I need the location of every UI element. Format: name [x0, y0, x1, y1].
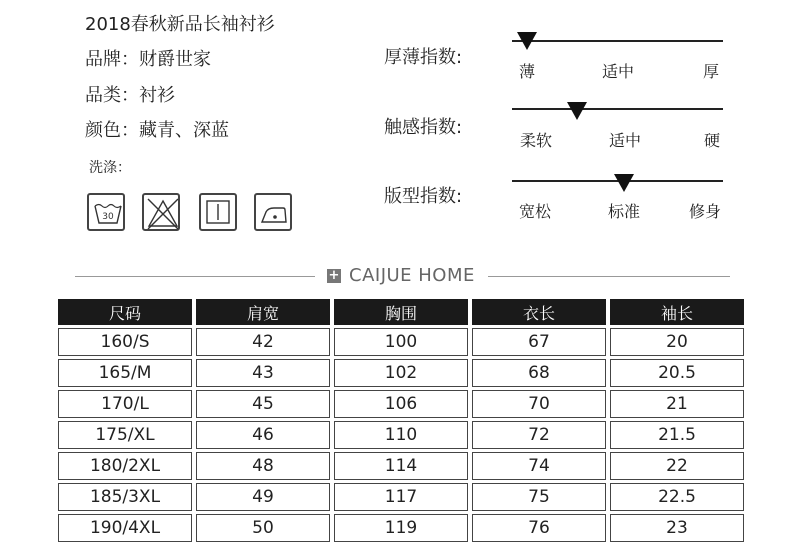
table-cell: 74 [472, 452, 606, 480]
iron-low-icon [254, 193, 292, 231]
table-cell: 50 [196, 514, 330, 542]
table-cell: 45 [196, 390, 330, 418]
table-cell: 20 [610, 328, 744, 356]
wash-temp-text: 30 [102, 212, 114, 222]
header-size: 尺码 [58, 299, 192, 325]
size-table-header [58, 299, 744, 325]
touch-label-medium: 适中 [608, 131, 642, 150]
table-cell: 43 [196, 359, 330, 387]
table-cell: 75 [472, 483, 606, 511]
table-row [58, 328, 744, 356]
table-cell: 117 [334, 483, 468, 511]
touch-marker [567, 102, 587, 120]
table-row [58, 452, 744, 480]
size-table [54, 296, 748, 545]
table-cell: 102 [334, 359, 468, 387]
table-cell: 110 [334, 421, 468, 449]
fit-index-title: 版型指数: [384, 186, 463, 207]
fit-marker [614, 174, 634, 192]
header-shoulder: 肩宽 [196, 299, 330, 325]
table-row [58, 514, 744, 542]
thickness-scale [512, 40, 723, 42]
table-cell: 72 [472, 421, 606, 449]
touch-scale [512, 108, 723, 110]
table-cell: 175/XL [58, 421, 192, 449]
brand-line: 品牌：财爵世家 [85, 49, 211, 70]
table-cell: 114 [334, 452, 468, 480]
table-cell: 21.5 [610, 421, 744, 449]
plus-icon: + [328, 268, 340, 283]
wash-30-icon [87, 193, 125, 231]
thickness-label-thick: 厚 [702, 62, 720, 81]
table-cell: 48 [196, 452, 330, 480]
table-row [58, 359, 744, 387]
table-cell: 119 [334, 514, 468, 542]
table-row [58, 483, 744, 511]
table-cell: 46 [196, 421, 330, 449]
thickness-index-title: 厚薄指数: [384, 47, 463, 68]
product-title: 2018春秋新品长袖衬衫 [85, 14, 275, 35]
touch-label-hard: 硬 [703, 131, 721, 150]
table-row [58, 421, 744, 449]
header-length: 衣长 [472, 299, 606, 325]
thickness-marker [517, 32, 537, 50]
table-cell: 106 [334, 390, 468, 418]
table-cell: 100 [334, 328, 468, 356]
category-line: 品类：衬衫 [85, 85, 175, 106]
table-cell: 67 [472, 328, 606, 356]
fit-label-slim: 修身 [688, 202, 722, 221]
table-cell: 185/3XL [58, 483, 192, 511]
line-dry-icon [199, 193, 237, 231]
table-cell: 49 [196, 483, 330, 511]
divider-right [488, 276, 730, 277]
divider-left [75, 276, 315, 277]
table-cell: 23 [610, 514, 744, 542]
fit-label-loose: 宽松 [518, 202, 552, 221]
table-row [58, 390, 744, 418]
table-cell: 190/4XL [58, 514, 192, 542]
wash-label: 洗涤： [89, 160, 131, 176]
table-cell: 165/M [58, 359, 192, 387]
color-line: 颜色：藏青、深蓝 [85, 120, 229, 141]
thickness-label-thin: 薄 [518, 62, 536, 81]
no-bleach-icon [142, 193, 180, 231]
header-sleeve: 袖长 [610, 299, 744, 325]
header-chest: 胸围 [334, 299, 468, 325]
brand-banner-text: CAIJUE HOME [349, 265, 475, 286]
fit-label-standard: 标准 [607, 202, 641, 221]
table-cell: 70 [472, 390, 606, 418]
table-cell: 42 [196, 328, 330, 356]
table-cell: 180/2XL [58, 452, 192, 480]
touch-label-soft: 柔软 [519, 131, 553, 150]
thickness-label-medium: 适中 [601, 62, 635, 81]
table-cell: 21 [610, 390, 744, 418]
table-cell: 160/S [58, 328, 192, 356]
table-cell: 68 [472, 359, 606, 387]
touch-index-title: 触感指数: [384, 117, 463, 138]
table-cell: 170/L [58, 390, 192, 418]
table-cell: 22 [610, 452, 744, 480]
table-cell: 76 [472, 514, 606, 542]
table-cell: 20.5 [610, 359, 744, 387]
table-cell: 22.5 [610, 483, 744, 511]
